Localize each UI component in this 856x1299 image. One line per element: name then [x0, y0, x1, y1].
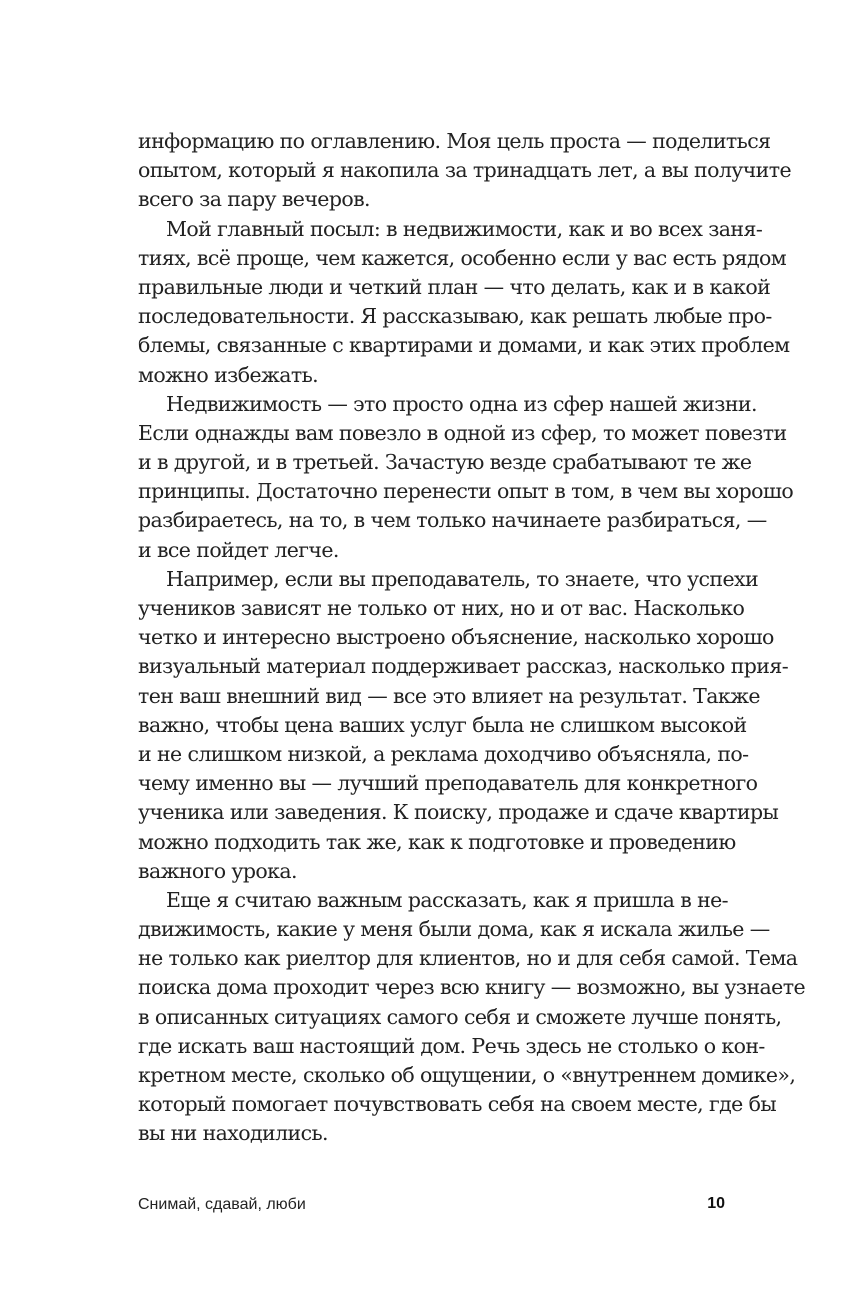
paragraph	[138, 127, 792, 215]
text-line: тен ваш внешний вид — все это влияет на результат. Также	[138, 683, 760, 708]
text-line: в описанных ситуациях самого себя и сможете лучше понять,	[138, 1004, 782, 1029]
paragraph	[138, 390, 794, 565]
body-text	[138, 127, 805, 1149]
text-line: Если однажды вам повезло в одной из сфер, то может повезти	[138, 420, 787, 445]
text-line: блемы, связанные с квартирами и домами, и как этих проблем	[138, 333, 790, 358]
text-line: Мой главный посыл: в недвижимости, как и во всех заня-	[166, 216, 763, 241]
text-line: опытом, который я накопила за тринадцать лет, а вы получите	[138, 158, 792, 183]
text-line: где искать ваш настоящий дом. Речь здесь не столько о кон-	[138, 1033, 765, 1058]
text-line: который помогает почувствовать себя на своем месте, где бы	[138, 1092, 777, 1117]
text-line: принципы. Достаточно перенести опыт в том, в чем вы хорошо	[138, 479, 794, 504]
paragraph	[138, 565, 789, 886]
text-line: можно подходить так же, как к подготовке и проведению	[138, 829, 736, 854]
text-line: информацию по оглавлению. Моя цель проста — поделиться	[138, 129, 771, 153]
text-line: разбираетесь, на то, в чем только начинаете разбираться, —	[138, 508, 767, 533]
text-line: движимость, какие у меня были дома, как я искала жилье —	[138, 917, 770, 942]
text-line: четко и интересно выстроено объяснение, насколько хорошо	[138, 625, 774, 650]
text-line: и в другой, и в третьей. Зачастую везде срабатывают те же	[138, 450, 752, 475]
text-line: последовательности. Я рассказываю, как решать любые про-	[138, 304, 772, 329]
paragraph	[138, 886, 805, 1149]
text-line: чему именно вы — лучший преподаватель для конкретного	[138, 771, 758, 796]
text-line: можно избежать.	[138, 362, 319, 387]
text-line: ученика или заведения. К поиску, продаже и сдаче квартиры	[138, 800, 779, 825]
page-number: 10	[707, 1195, 725, 1212]
text-line: кретном месте, сколько об ощущении, о «внутреннем домике»,	[138, 1063, 796, 1087]
text-line: учеников зависят не только от них, но и от вас. Насколько	[138, 596, 745, 620]
text-line: поиска дома проходит через всю книгу — возможно, вы узнаете	[138, 975, 805, 1000]
text-line: визуальный материал поддерживает рассказ, насколько прия-	[138, 654, 789, 679]
text-line: правильные люди и четкий план — что делать, как и в какой	[138, 274, 771, 299]
paragraph	[138, 215, 790, 390]
text-line: важно, чтобы цена ваших услуг была не слишком высокой	[138, 712, 747, 737]
text-line: и все пойдет легче.	[138, 537, 339, 562]
text-line: Например, если вы преподаватель, то знаете, что успехи	[166, 566, 759, 591]
running-footer-title: Снимай, сдавай, люби	[138, 1196, 306, 1213]
text-line: важного урока.	[138, 858, 297, 883]
text-line: Недвижимость — это просто одна из сфер нашей жизни.	[166, 391, 757, 416]
text-line: Еще я считаю важным рассказать, как я пришла в не-	[166, 887, 728, 912]
text-line: и не слишком низкой, а реклама доходчиво объясняла, по-	[138, 741, 749, 766]
text-line: вы ни находились.	[138, 1121, 328, 1146]
text-line: не только как риелтор для клиентов, но и для себя самой. Тема	[138, 946, 798, 971]
text-line: всего за пару вечеров.	[138, 187, 370, 212]
text-line: тиях, всё проще, чем кажется, особенно если у вас есть рядом	[138, 245, 787, 270]
